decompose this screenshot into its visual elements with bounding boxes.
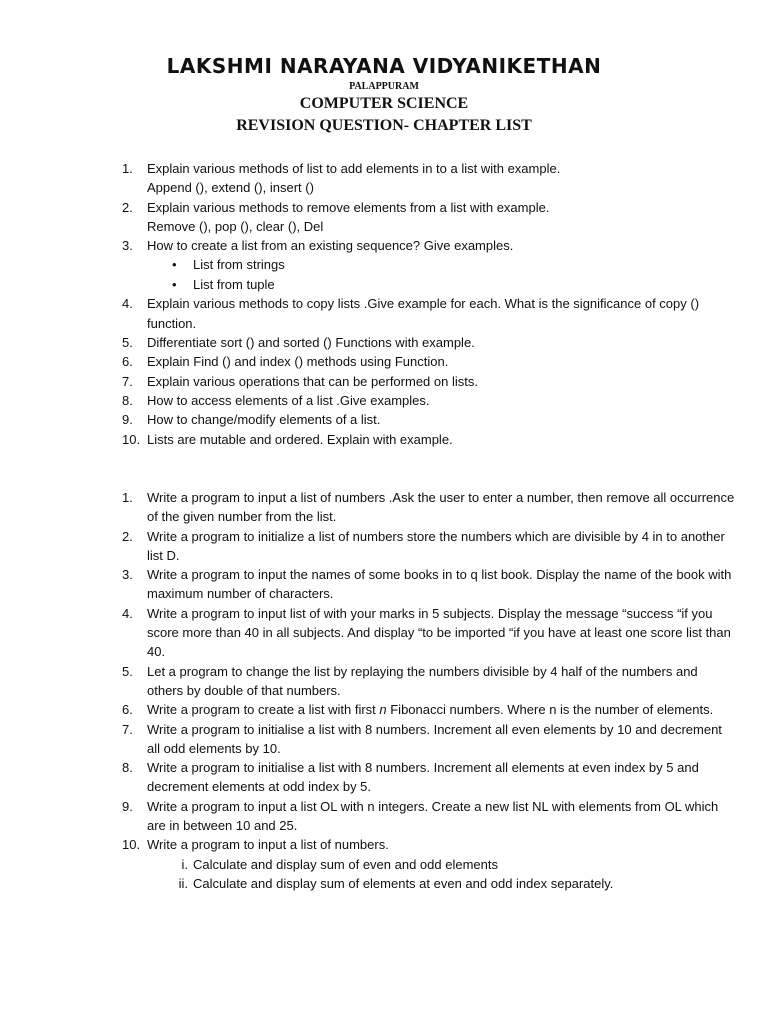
item-number: 8. [122, 392, 133, 408]
item-text: Remove (), pop (), clear (), Del [147, 218, 324, 234]
item-number: 9. [122, 798, 133, 814]
item-text: Write a program to input a list of numbers. [147, 837, 389, 853]
item-number: 8. [122, 760, 133, 776]
list-item [0, 294, 768, 333]
item-number: 3. [122, 567, 133, 583]
list-item [0, 372, 768, 391]
item-number: 1. [122, 161, 133, 176]
bullet-text: List from tuple [193, 276, 275, 292]
item-number: 5. [122, 335, 133, 351]
list-item [0, 198, 768, 217]
item-number: 3. [122, 238, 133, 254]
item-number: 1. [122, 490, 133, 505]
school-name: LAKSHMI NARAYANA VIDYANIKETHAN [166, 54, 602, 78]
list-item [0, 604, 768, 662]
theory-question-list [0, 159, 768, 449]
item-text: How to create a list from an existing sequence? Give examples. [147, 238, 514, 254]
document-title: REVISION QUESTION- CHAPTER LIST [236, 117, 532, 134]
item-text-start: Write a program to create a list with first [147, 702, 380, 718]
bullet-item [0, 255, 768, 275]
item-text: Write a program to input a list of numbers .Ask the user to enter a number, then remove all occurrence of the given number from the list. [147, 490, 735, 525]
program-question-list [0, 488, 768, 894]
item-text: Write a program to input list of with your marks in 5 subjects. Display the message “success “if you score more than 40 in all subjects. And display “to be imported “if you have at least one score list than 40. [147, 605, 731, 660]
item-number: 4. [122, 605, 133, 621]
sub-item [0, 874, 768, 894]
item-number: 7. [122, 373, 133, 389]
item-number: 6. [122, 702, 133, 718]
sub-item-number: i. [181, 856, 188, 872]
item-text [147, 700, 737, 719]
item-text: Explain Find () and index () methods using Function. [147, 354, 449, 370]
item-text: Explain various operations that can be performed on lists. [147, 373, 478, 389]
item-text: Write a program to initialise a list with 8 numbers. Increment all elements at even index by 5 and decrement elements at odd index by 5. [147, 760, 699, 795]
list-item-continuation [0, 217, 768, 236]
document-header [0, 52, 768, 137]
item-number: 2. [122, 199, 133, 215]
list-item [0, 333, 768, 352]
school-location: PALAPPURAM [349, 81, 419, 92]
item-text: Let a program to change the list by replaying the numbers divisible by 4 half of the numbers and others by double of that numbers. [147, 663, 698, 698]
list-item [0, 700, 768, 719]
item-number: 5. [122, 663, 133, 679]
item-text-italic: n [379, 702, 387, 718]
sub-item-number: ii. [178, 876, 188, 892]
list-item [0, 835, 768, 854]
list-item [0, 430, 768, 449]
item-number: 6. [122, 354, 133, 370]
item-number: 7. [122, 721, 133, 737]
item-text: How to access elements of a list .Give examples. [147, 392, 430, 408]
list-item [0, 352, 768, 371]
subject-title: COMPUTER SCIENCE [299, 95, 469, 112]
item-number: 9. [122, 412, 133, 428]
list-item [0, 565, 768, 604]
sub-item-text: Calculate and display sum of even and odd elements [193, 856, 498, 872]
list-item-continuation [0, 178, 768, 197]
list-item [0, 391, 768, 410]
item-text: Write a program to input a list OL with n integers. Create a new list NL with elements from OL which are in between 10 and 25. [147, 798, 719, 834]
sub-item-text: Calculate and display sum of elements at even and odd index separately. [193, 876, 614, 892]
item-text: Differentiate sort () and sorted () Functions with example. [147, 335, 475, 351]
list-item [0, 720, 768, 759]
item-text: Explain various methods to copy lists .Give example for each. What is the significance of copy () function. [147, 296, 700, 331]
bullet-item [0, 275, 768, 295]
list-item [0, 527, 768, 566]
sub-item [0, 855, 768, 875]
item-text: How to change/modify elements of a list. [147, 412, 381, 428]
item-text: Explain various methods to remove elements from a list with example. [147, 199, 550, 215]
list-item [0, 662, 768, 701]
list-item [0, 797, 768, 836]
list-item [0, 236, 768, 255]
list-item [0, 159, 768, 178]
list-item [0, 758, 768, 797]
bullet-icon: • [172, 276, 177, 292]
item-text: Write a program to input the names of some books in to q list book. Display the name of the book with maximum number of characters. [147, 567, 732, 602]
item-text-end: Fibonacci numbers. Where n is the number of elements. [386, 702, 714, 718]
list-item [0, 488, 768, 527]
item-text: Append (), extend (), insert () [147, 180, 314, 196]
item-text: Explain various methods of list to add elements in to a list with example. [147, 161, 561, 176]
list-item [0, 410, 768, 429]
item-number: 10. [122, 837, 141, 853]
bullet-text: List from strings [193, 257, 285, 273]
bullet-icon: • [172, 257, 177, 273]
item-number: 10. [122, 431, 141, 447]
item-text: Lists are mutable and ordered. Explain with example. [147, 431, 453, 447]
item-text: Write a program to initialise a list with 8 numbers. Increment all even elements by 10 and decrement all odd elements by 10. [147, 721, 722, 756]
item-number: 4. [122, 296, 133, 312]
item-text: Write a program to initialize a list of numbers store the numbers which are divisible by 4 in to another list D. [147, 528, 725, 563]
item-number: 2. [122, 528, 133, 544]
